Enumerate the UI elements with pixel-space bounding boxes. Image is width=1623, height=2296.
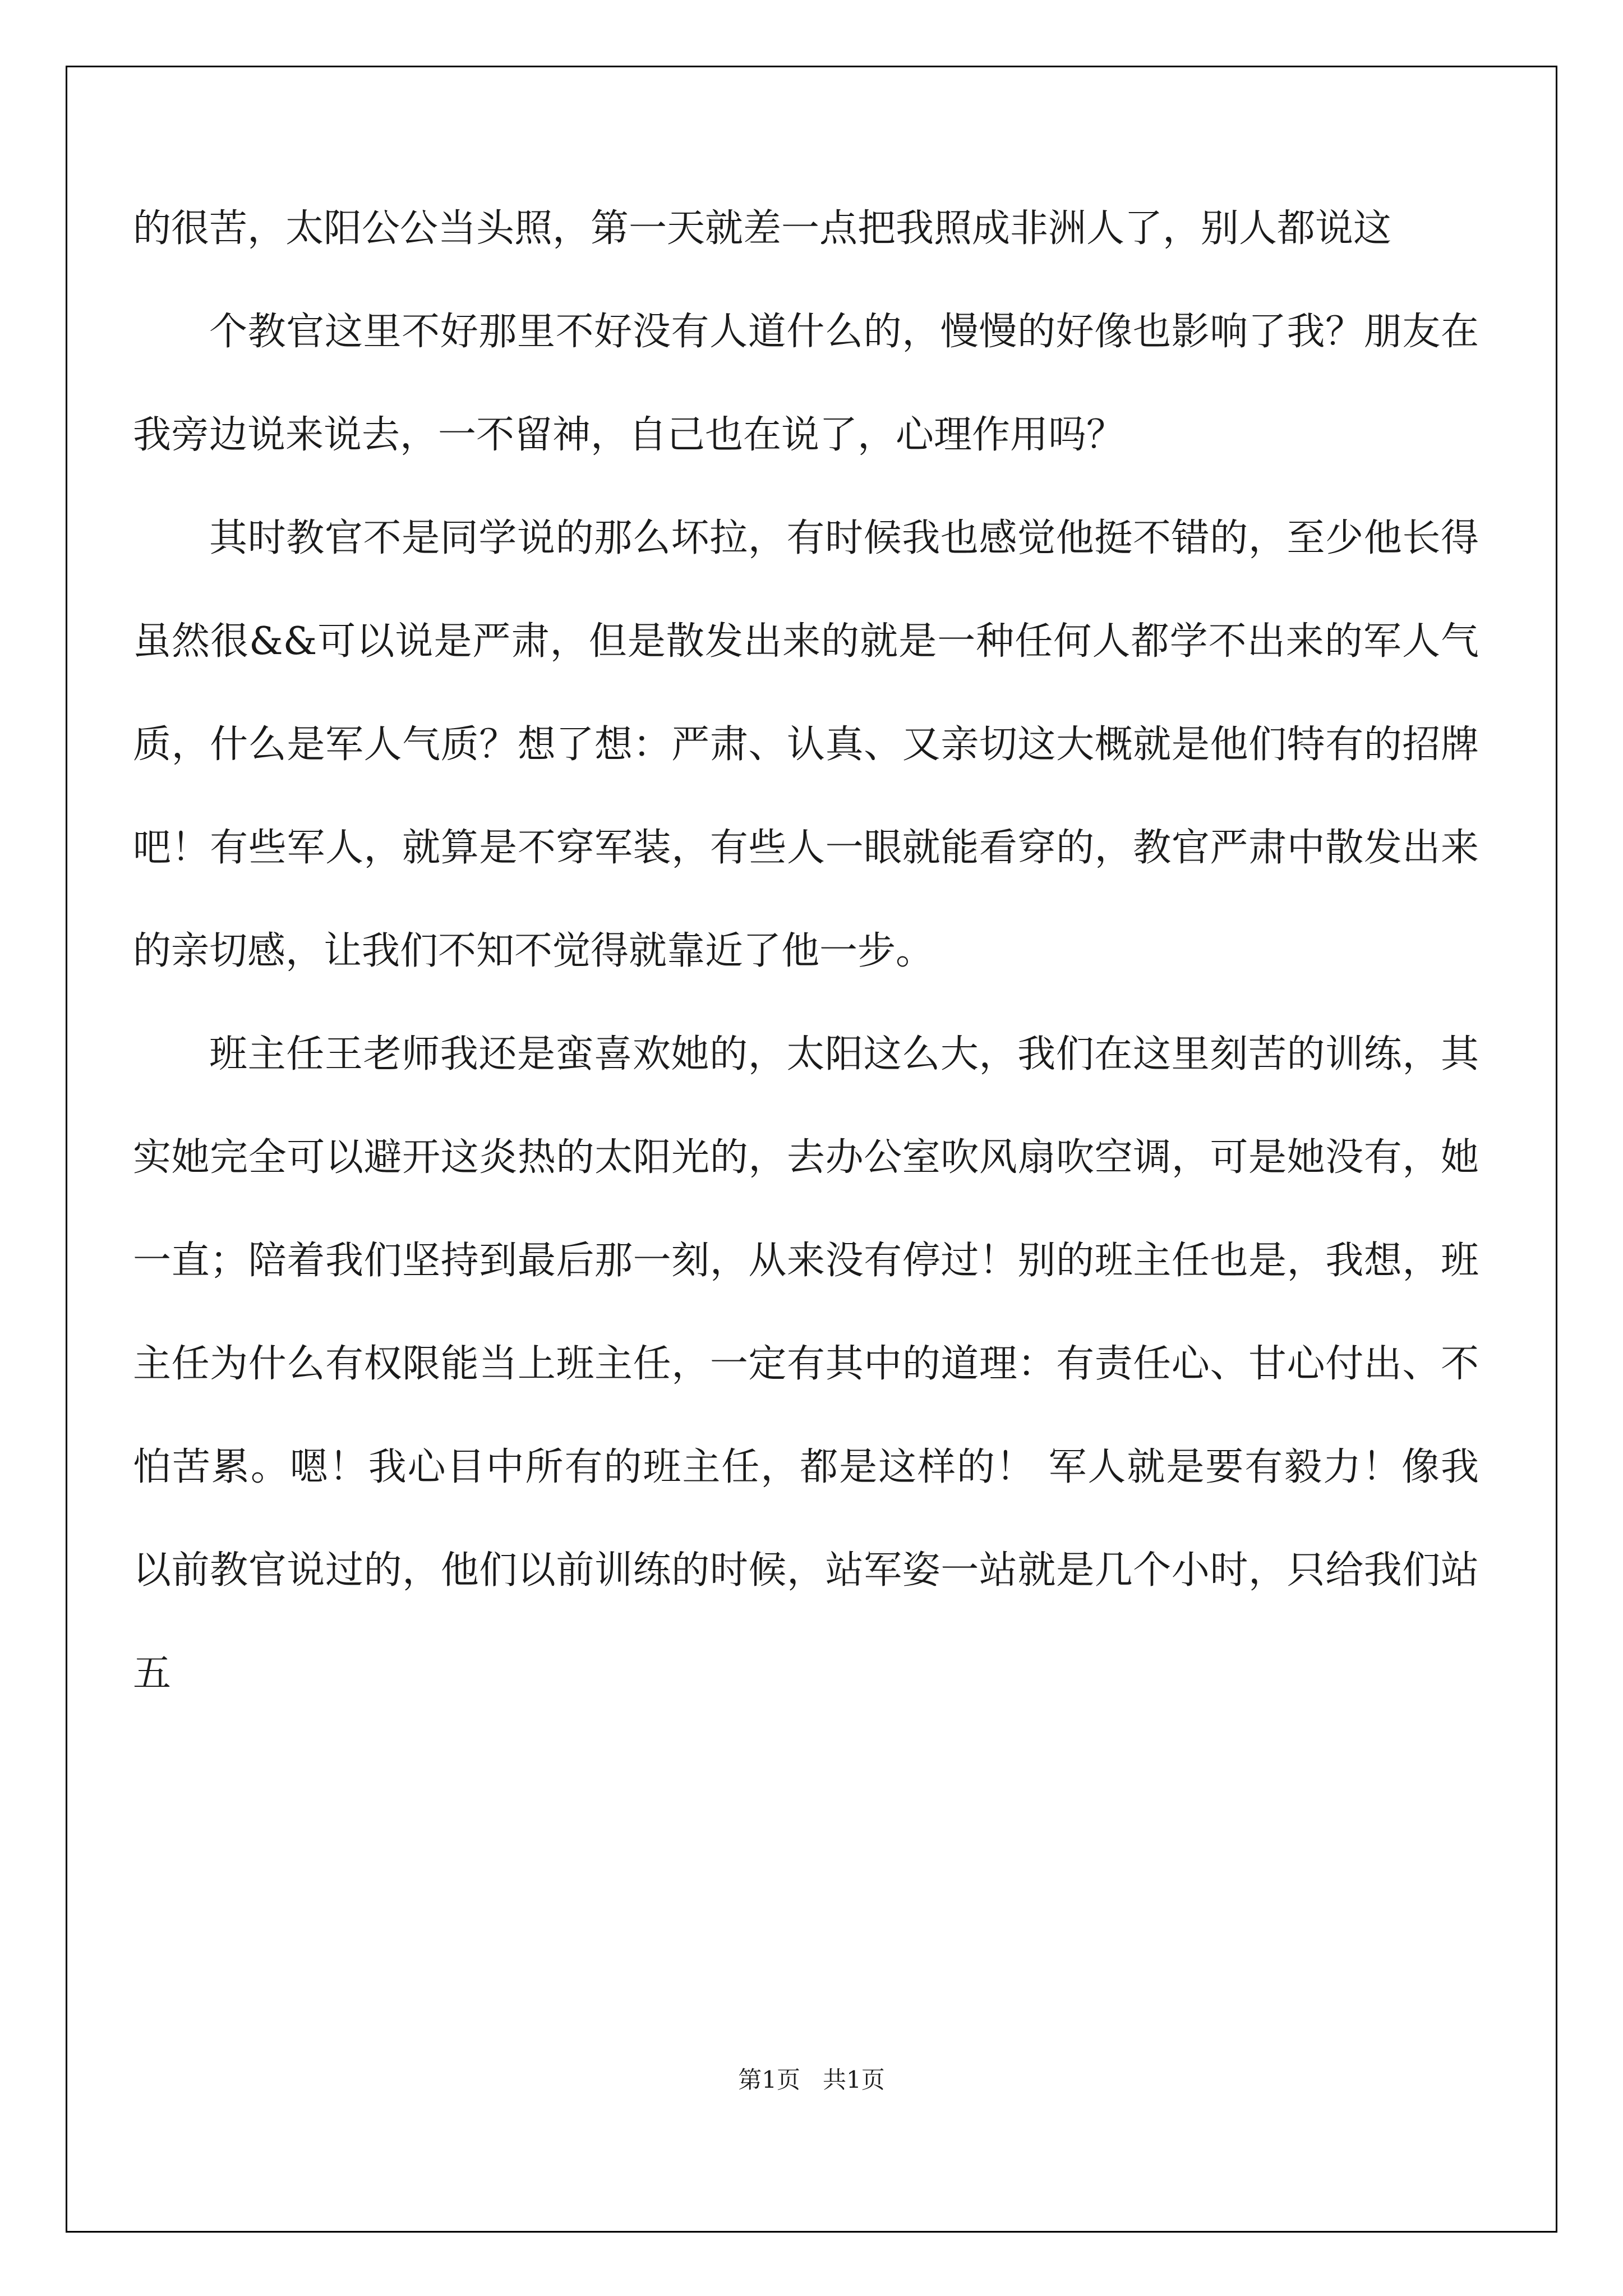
page-total: 共1页: [823, 2066, 885, 2093]
page-footer: [0, 2063, 1623, 2097]
page-number: 第1页: [738, 2066, 800, 2093]
paragraph-4: 班主任王老师我还是蛮喜欢她的，太阳这么大，我们在这里刻苦的训练，其实她完全可以避开这炎热的太阳光的，去办公室吹风扇吹空调，可是她没有，她一直；陪着我们坚持到最后那一刻，从来没有停过！别的班主任也是，我想，班主任为什么有权限能当上班主任，一定有其中的道理：有责任心、甘心付出、不怕苦累。嗯！我心目中所有的班主任，都是这样的！ 军人就是要有毅力！像我以前教官说过的，他们以前训练的时候，站军姿一站就是几个小时，只给我们站五: [133, 1032, 1479, 1696]
document-body: [133, 177, 1479, 1726]
paragraph-1: 的很苦，太阳公公当头照，第一天就差一点把我照成非洲人了，别人都说这: [133, 206, 1392, 251]
paragraph-2: 个教官这里不好那里不好没有人道什么的，慢慢的好像也影响了我？朋友在我旁边说来说去，一不留神，自己也在说了，心理作用吗？: [133, 310, 1479, 457]
paragraph-3: 其时教官不是同学说的那么坏拉，有时候我也感觉他挺不错的，至少他长得虽然很&&可以说是严肃，但是散发出来的就是一种任何人都学不出来的军人气质，什么是军人气质？想了想：严肃、认真、又亲切这大概就是他们特有的招牌吧！有些军人，就算是不穿军装，有些人一眼就能看穿的，教官严肃中散发出来的亲切感，让我们不知不觉得就靠近了他一步。: [133, 516, 1479, 973]
